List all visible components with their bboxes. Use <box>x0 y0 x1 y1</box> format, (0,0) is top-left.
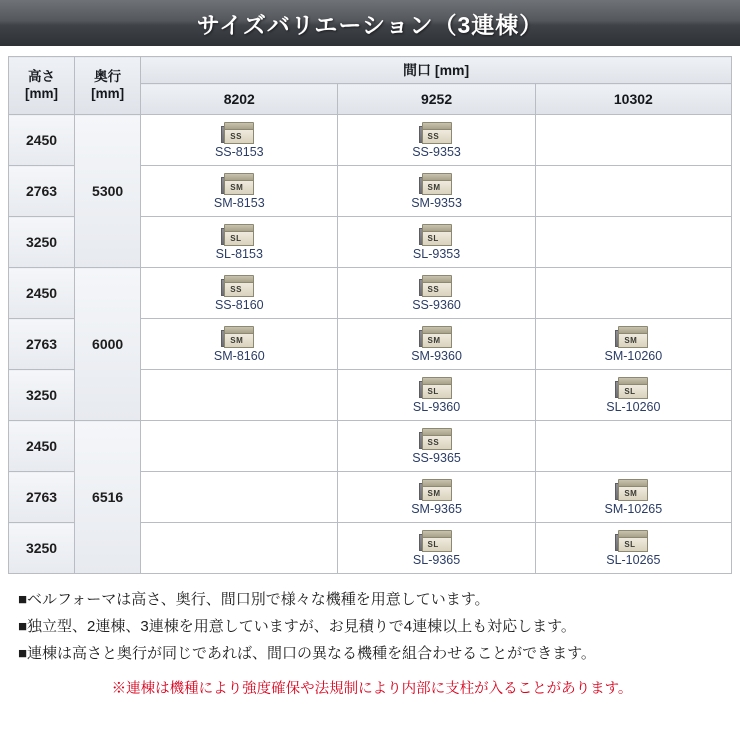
thumb-tag-label: SL <box>230 233 242 243</box>
title-banner <box>0 0 740 46</box>
size-table-wrapper <box>0 46 740 574</box>
thumb-tag-label: SM <box>427 335 441 345</box>
model-cell[interactable] <box>535 472 731 523</box>
model-cell[interactable] <box>338 421 535 472</box>
thumb-tag-label: SS <box>427 284 440 294</box>
model-code: SM-9353 <box>411 195 462 210</box>
model-cell[interactable] <box>141 217 338 268</box>
building-thumb-sm <box>422 479 452 501</box>
building-thumb-sm <box>618 326 648 348</box>
row-depth-label: 5300 <box>75 115 141 268</box>
model-cell-empty <box>141 472 338 523</box>
row-height-label: 2450 <box>9 115 75 166</box>
building-thumb-sm <box>224 173 254 195</box>
model-cell-empty <box>535 115 731 166</box>
row-height-label: 3250 <box>9 523 75 574</box>
model-code: SM-9360 <box>411 348 462 363</box>
model-code: SM-10265 <box>604 501 663 516</box>
building-thumb-sm <box>618 479 648 501</box>
header-width-10302: 10302 <box>535 84 731 115</box>
model-code: SL-9360 <box>412 399 461 414</box>
model-cell[interactable] <box>338 370 535 421</box>
table-row <box>9 115 732 166</box>
building-thumb-sl <box>422 530 452 552</box>
thumb-tag-label: SM <box>624 335 638 345</box>
building-thumb-ss <box>224 122 254 144</box>
model-cell[interactable] <box>338 115 535 166</box>
building-thumb-ss <box>224 275 254 297</box>
row-height-label: 2763 <box>9 319 75 370</box>
header-depth-line1: 奥行 <box>94 68 122 84</box>
note-item-0: ■ベルフォーマは高さ、奥行、間口別で様々な機種を用意しています。 <box>18 591 490 608</box>
model-cell[interactable] <box>338 166 535 217</box>
thumb-tag-label: SM <box>624 488 638 498</box>
thumb-tag-label: SL <box>427 233 439 243</box>
row-height-label: 3250 <box>9 370 75 421</box>
table-header-row-1 <box>9 57 732 84</box>
header-height-line1: 高さ <box>28 68 56 84</box>
thumb-tag-label: SL <box>624 386 636 396</box>
model-code: SS-9360 <box>412 297 461 312</box>
model-cell-empty <box>535 217 731 268</box>
header-width-span: 間口 [mm] <box>141 57 732 84</box>
thumb-tag-label: SL <box>624 539 636 549</box>
model-cell[interactable] <box>338 268 535 319</box>
building-thumb-sm <box>224 326 254 348</box>
thumb-tag-label: SL <box>427 539 439 549</box>
thumb-tag-label: SS <box>427 131 440 141</box>
thumb-tag-label: SL <box>427 386 439 396</box>
model-cell[interactable] <box>338 472 535 523</box>
model-cell[interactable] <box>338 217 535 268</box>
page-title: サイズバリエーション（3連棟） <box>196 11 544 38</box>
model-cell[interactable] <box>535 319 731 370</box>
building-thumb-ss <box>422 428 452 450</box>
row-depth-label: 6000 <box>75 268 141 421</box>
thumb-tag-label: SS <box>230 284 242 294</box>
model-cell[interactable] <box>535 523 731 574</box>
table-row <box>9 268 732 319</box>
model-cell-empty <box>141 421 338 472</box>
thumb-tag-label: SM <box>427 488 441 498</box>
building-thumb-sl <box>618 530 648 552</box>
model-cell[interactable] <box>141 268 338 319</box>
header-width-9252: 9252 <box>338 84 535 115</box>
row-height-label: 3250 <box>9 217 75 268</box>
thumb-tag-label: SS <box>230 131 242 141</box>
thumb-tag-label: SS <box>427 437 440 447</box>
model-cell-empty <box>141 370 338 421</box>
model-cell[interactable] <box>141 166 338 217</box>
model-code: SS-8153 <box>214 144 264 159</box>
building-thumb-ss <box>422 275 452 297</box>
model-cell-empty <box>535 166 731 217</box>
model-cell[interactable] <box>141 319 338 370</box>
model-code: SM-10260 <box>604 348 663 363</box>
building-thumb-sm <box>422 173 452 195</box>
model-cell-empty <box>141 523 338 574</box>
row-height-label: 2450 <box>9 421 75 472</box>
model-code: SL-10260 <box>606 399 661 414</box>
model-code: SL-9365 <box>412 552 461 567</box>
size-variation-table <box>8 56 732 574</box>
header-depth-line2: [mm] <box>91 85 125 101</box>
model-code: SS-9353 <box>412 144 461 159</box>
building-thumb-sm <box>422 326 452 348</box>
note-item-1: ■独立型、2連棟、3連棟を用意していますが、お見積りで4連棟以上も対応します。 <box>18 618 576 635</box>
header-height-line2: [mm] <box>25 85 59 101</box>
model-cell[interactable] <box>338 523 535 574</box>
notes-section <box>0 574 740 698</box>
thumb-tag-label: SM <box>427 182 441 192</box>
header-depth-corner <box>75 57 141 115</box>
row-height-label: 2450 <box>9 268 75 319</box>
building-thumb-sl <box>224 224 254 246</box>
model-code: SS-9365 <box>412 450 461 465</box>
thumb-tag-label: SM <box>230 182 244 192</box>
header-width-8202: 8202 <box>141 84 338 115</box>
thumb-tag-label: SM <box>230 335 244 345</box>
model-code: SM-8160 <box>213 348 265 363</box>
building-thumb-ss <box>422 122 452 144</box>
row-height-label: 2763 <box>9 472 75 523</box>
building-thumb-sl <box>422 224 452 246</box>
model-code: SM-8153 <box>213 195 265 210</box>
header-height-corner <box>9 57 75 115</box>
model-cell[interactable] <box>141 115 338 166</box>
caution-note: ※連棟は機種により強度確保や法規制により内部に支柱が入ることがあります。 <box>111 681 633 697</box>
model-code: SL-8153 <box>215 246 263 261</box>
note-item-2: ■連棟は高さと奥行が同じであれば、間口の異なる機種を組合わせることができます。 <box>18 645 596 662</box>
row-height-label: 2763 <box>9 166 75 217</box>
building-thumb-sl <box>422 377 452 399</box>
table-row <box>9 421 732 472</box>
model-cell-empty <box>535 421 731 472</box>
model-cell[interactable] <box>338 319 535 370</box>
model-code: SS-8160 <box>214 297 264 312</box>
row-depth-label: 6516 <box>75 421 141 574</box>
building-thumb-sl <box>618 377 648 399</box>
model-code: SL-9353 <box>412 246 461 261</box>
model-code: SL-10265 <box>606 552 661 567</box>
model-cell-empty <box>535 268 731 319</box>
model-code: SM-9365 <box>411 501 462 516</box>
model-cell[interactable] <box>535 370 731 421</box>
